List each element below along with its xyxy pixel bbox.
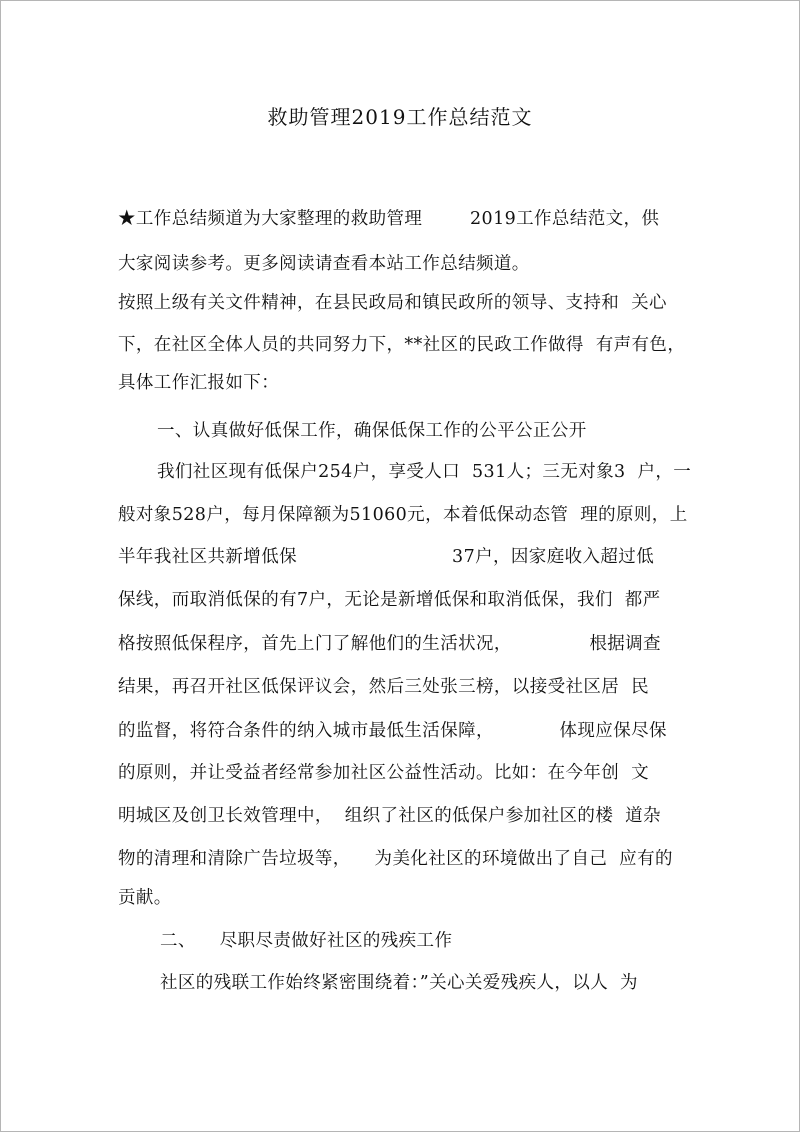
paragraph-line: 明城区及创卫长效管理中， 组织了社区的低保户参加社区的楼 道杂 — [118, 806, 661, 826]
paragraph-line: 社区的残联工作始终紧密围绕着：”关心关爱残疾人，以人 为 — [160, 973, 638, 993]
paragraph-line: 的监督，将符合条件的纳入城市最低生活保障， 体现应保尽保 — [118, 721, 667, 741]
section-heading: 一、认真做好低保工作，确保低保工作的公平公正公开 — [157, 421, 587, 441]
paragraph-line: 般对象528户，每月保障额为51060元，本着低保动态管 理的原则，上 — [118, 505, 688, 525]
paragraph-line: 保线，而取消低保的有7户，无论是新增低保和取消低保，我们 都严 — [118, 590, 661, 610]
paragraph-line: ★工作总结频道为大家整理的救助管理 2019工作总结范文，供 — [118, 209, 660, 229]
paragraph-line: 物的清理和清除广告垃圾等， 为美化社区的环境做出了自己 应有的 — [118, 849, 673, 869]
paragraph-line: 大家阅读参考。更多阅读请查看本站工作总结频道。 — [118, 254, 530, 274]
document-title: 救助管理2019工作总结范文 — [267, 105, 533, 129]
section-heading: 二、 尽职尽责做好社区的残疾工作 — [160, 931, 453, 951]
paragraph-line: 结果，再召开社区低保评议会，然后三处张三榜，以接受社区居 民 — [118, 677, 650, 697]
paragraph-line: 具体工作汇报如下： — [118, 373, 280, 393]
paragraph-line: 贡献。 — [118, 888, 172, 908]
paragraph-line: 下，在社区全体人员的共同努力下，**社区的民政工作做得 有声有色， — [118, 335, 686, 355]
paragraph-line: 半年我社区共新增低保 37户，因家庭收入超过低 — [118, 547, 655, 567]
paragraph-line: 格按照低保程序，首先上门了解他们的生活状况， 根据调查 — [118, 634, 661, 654]
paragraph-line: 我们社区现有低保户254户，享受人口 531人；三无对象3 户，一 — [157, 462, 692, 482]
paragraph-line: 的原则，并让受益者经常参加社区公益性活动。比如：在今年创 文 — [118, 763, 650, 783]
paragraph-line: 按照上级有关文件精神，在县民政局和镇民政所的领导、支持和 关心 — [118, 293, 667, 313]
